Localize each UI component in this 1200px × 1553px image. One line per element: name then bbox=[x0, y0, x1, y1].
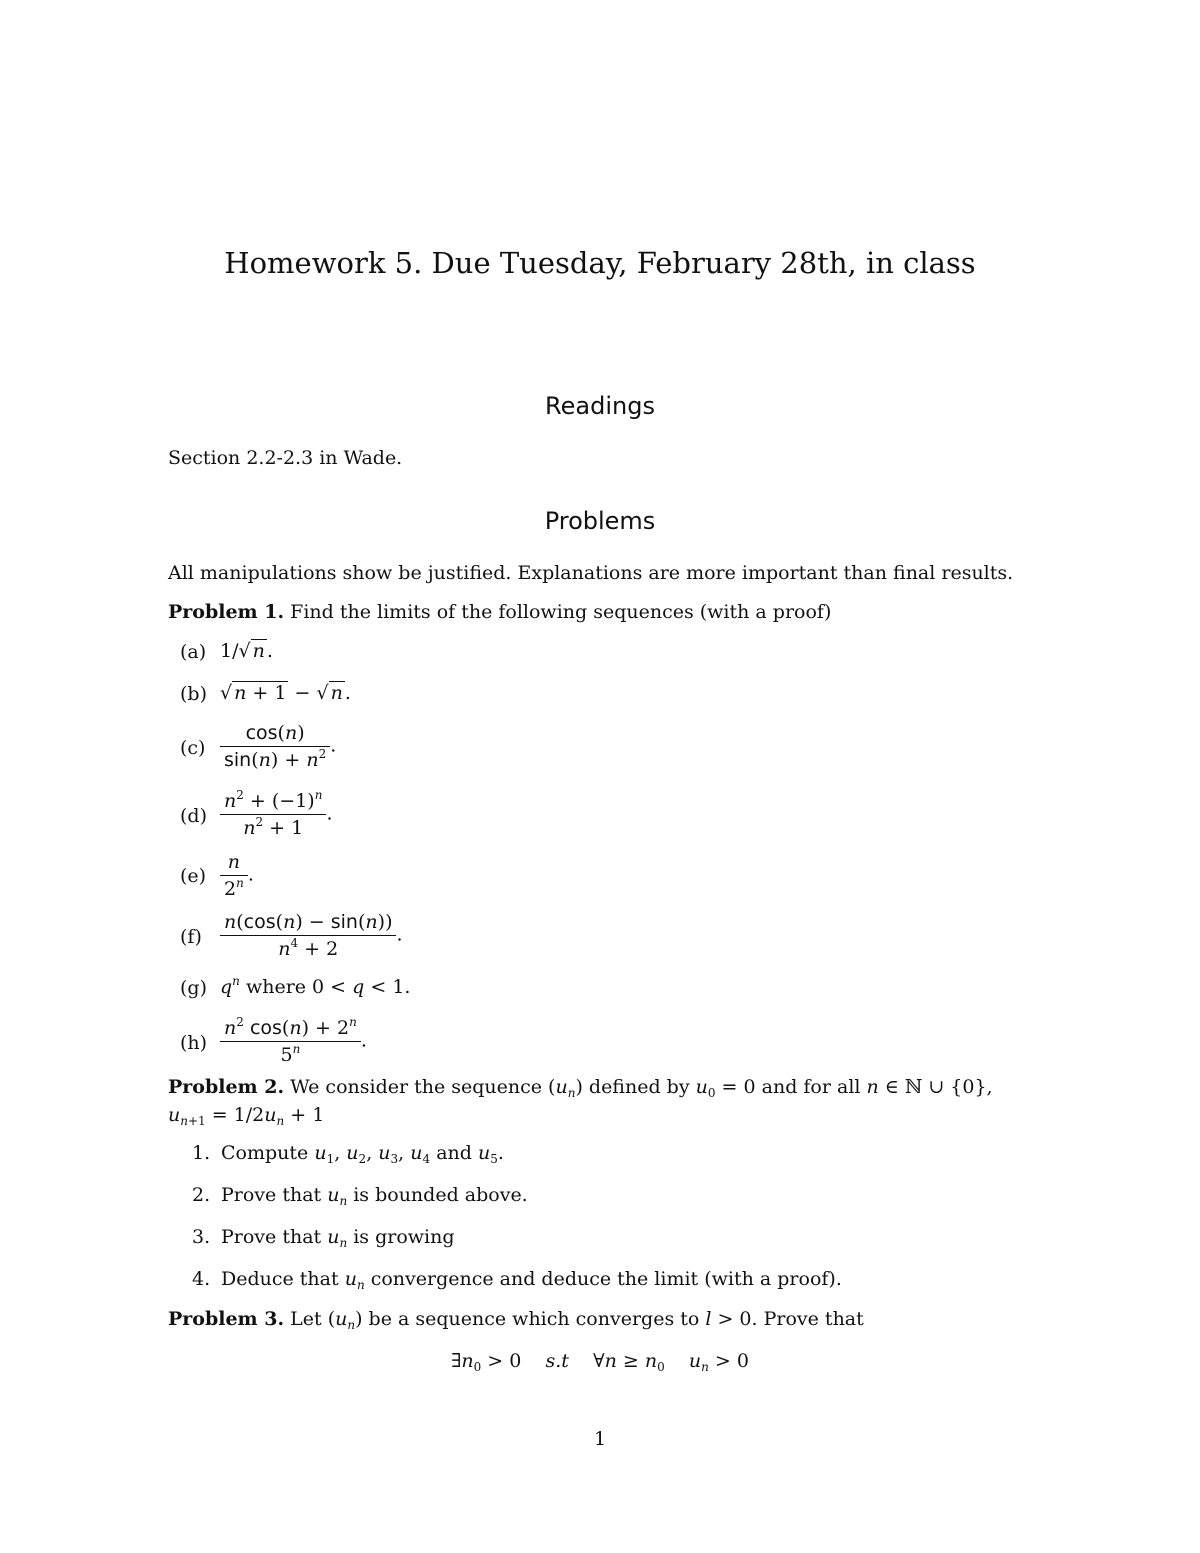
item-f-expr: $\frac{n(\cos(n) - \sin(n))}{n^4 + 2}$ . bbox=[220, 909, 403, 962]
task-3-number: 3. bbox=[192, 1226, 211, 1248]
item-h-expr: $\frac{n^2 \cos(n) + 2^n}{5^n}$ . bbox=[220, 1015, 367, 1068]
item-f-label: (f) bbox=[180, 926, 202, 948]
task-4-number: 4. bbox=[192, 1268, 211, 1290]
task-2-text: Prove that $u_n$ is bounded above. bbox=[221, 1184, 528, 1208]
item-b-expr: √ n + 1 − √ n . bbox=[220, 682, 351, 704]
item-e-label: (e) bbox=[180, 865, 207, 887]
readings-heading: Readings bbox=[545, 392, 655, 420]
item-h-label: (h) bbox=[180, 1032, 208, 1054]
problems-heading: Problems bbox=[544, 507, 656, 535]
page-number: 1 bbox=[593, 1428, 607, 1450]
item-a-label: (a) bbox=[180, 641, 207, 663]
task-3-text: Prove that $u_n$ is growing bbox=[221, 1226, 455, 1250]
item-c-expr: $\frac{\cos(n)}{\sin(n) + n^2}$ . bbox=[220, 720, 336, 773]
problem-2-statement: Problem 2. We consider the sequence $(u_n)$ defined by $u_0 = 0$ and for all n ∈ ℕ ∪ {0}, bbox=[168, 1076, 993, 1100]
item-c-label: (c) bbox=[180, 737, 206, 759]
problem-3-statement: Problem 3. Let $(u_n)$ be a sequence which converges to l > 0. Prove that bbox=[168, 1308, 864, 1332]
item-d-expr: $\frac{n^2 + (-1)^n}{n^2 + 1}$ . bbox=[220, 788, 333, 841]
problem-3-formula: $\exists n_0 > 0$ s.t ∀n ≥ $n_0$ $u_n > 0$ bbox=[451, 1350, 749, 1374]
item-a-expr: 1/√ n . bbox=[220, 640, 273, 662]
task-1-number: 1. bbox=[192, 1142, 211, 1164]
task-2-number: 2. bbox=[192, 1184, 211, 1206]
readings-text: Section 2.2-2.3 in Wade. bbox=[168, 447, 403, 469]
task-1-text: Compute $u_1$, $u_2$, $u_3$, $u_4$ and $u_5$. bbox=[221, 1142, 504, 1166]
item-e-expr: $\frac{n}{2^n}$ . bbox=[220, 849, 254, 902]
item-g-label: (g) bbox=[180, 977, 207, 999]
problem-3-label: Problem 3. bbox=[168, 1308, 285, 1330]
problem-1-label: Problem 1. bbox=[168, 601, 285, 623]
problem-1-statement bbox=[168, 601, 831, 623]
problems-intro: All manipulations show be justified. Explanations are more important than final results. bbox=[168, 562, 1014, 584]
problem-2-recurrence: $u_{n+1} = 1/2u_n + 1$ bbox=[168, 1104, 325, 1128]
problem-1-text: Find the limits of the following sequences (with a proof) bbox=[290, 601, 832, 623]
page-title: Homework 5. Due Tuesday, February 28th, in class bbox=[224, 246, 976, 280]
item-g-expr: $q^n$ where 0 < q < 1. bbox=[220, 974, 411, 998]
item-d-label: (d) bbox=[180, 805, 207, 827]
problem-2-label: Problem 2. bbox=[168, 1076, 285, 1098]
task-4-text: Deduce that $u_n$ convergence and deduce the limit (with a proof). bbox=[221, 1268, 842, 1292]
item-b-label: (b) bbox=[180, 683, 207, 705]
